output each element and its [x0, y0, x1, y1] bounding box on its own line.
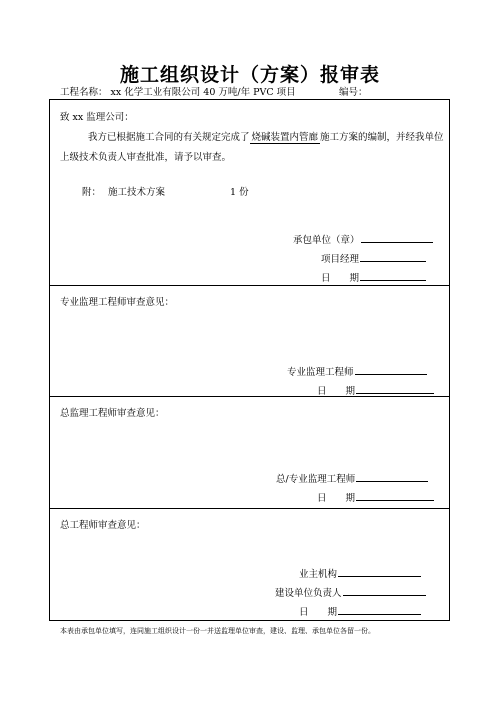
form-title: 施工组织设计（方案）报审表 — [119, 64, 380, 86]
builder-sign-line[interactable] — [343, 584, 426, 596]
owner-label: 业主机构 — [299, 569, 338, 580]
specialist-sign-line[interactable] — [355, 363, 427, 375]
date-row-3 — [317, 489, 434, 505]
date-row-4 — [299, 603, 421, 619]
project-name-value: xx 化学工业有限公司 40 万吨/年 PVC 项目 — [110, 87, 296, 98]
specialist-review-section — [50, 285, 449, 396]
owner-signature-row — [299, 565, 421, 581]
body-suffix: 施工方案的编制，并经我单位上级技术负责人审查批准，请予以审查。 — [60, 132, 444, 163]
builder-signature-row — [275, 584, 426, 600]
attachment-label: 附： — [82, 187, 102, 198]
date-label-4: 日 期 — [299, 607, 338, 618]
date-line-4[interactable] — [338, 603, 421, 615]
attachment-count: 1 份 — [230, 187, 249, 198]
body-scope-underlined: 烧碱装置内管廊 — [251, 132, 319, 143]
number-label: 编号： — [339, 87, 368, 98]
contractor-sign-line[interactable] — [361, 231, 433, 243]
submission-paragraph — [60, 128, 444, 168]
contractor-label: 承包单位（章） — [293, 235, 360, 246]
pm-label: 项目经理 — [321, 254, 360, 265]
chief-engineer-heading: 总工程师审查意见： — [60, 520, 146, 531]
project-info-row — [60, 87, 450, 99]
review-form-table — [49, 99, 450, 621]
chief-sign-line[interactable] — [356, 470, 428, 482]
owner-sign-line[interactable] — [338, 565, 421, 577]
footer-note: 本表由承包单位填写，连同施工组织设计一份一并送监理单位审查，建设、监理、承包单位各留一份。 — [60, 627, 375, 635]
pm-sign-line[interactable] — [360, 250, 426, 262]
chief-signature-row — [276, 470, 428, 486]
builder-label: 建设单位负责人 — [275, 588, 342, 599]
date-label-1: 日 期 — [321, 273, 360, 284]
contractor-signature-row — [293, 231, 433, 247]
date-label-2: 日 期 — [317, 386, 356, 397]
date-line-1[interactable] — [360, 269, 426, 281]
pm-signature-row — [321, 250, 426, 266]
specialist-signature-row — [287, 363, 427, 379]
body-prefix: 我方已根据施工合同的有关规定完成了 — [88, 132, 250, 143]
chief-sign-label: 总/专业监理工程师 — [276, 474, 356, 485]
specialist-review-heading: 专业监理工程师审查意见： — [60, 297, 175, 308]
specialist-sign-label: 专业监理工程师 — [287, 367, 354, 378]
date-row-1 — [321, 269, 426, 285]
date-line-2[interactable] — [356, 382, 434, 394]
salutation: 致 xx 监理公司： — [60, 112, 134, 123]
chief-supervisor-heading: 总监理工程师审查意见： — [60, 408, 165, 419]
submission-section — [50, 100, 449, 285]
chief-supervisor-section — [50, 396, 449, 508]
date-line-3[interactable] — [356, 489, 434, 501]
attachment-name: 施工技术方案 — [108, 187, 166, 198]
date-label-3: 日 期 — [317, 493, 356, 504]
chief-engineer-section — [50, 508, 449, 620]
project-name-label: 工程名称： — [60, 87, 108, 98]
